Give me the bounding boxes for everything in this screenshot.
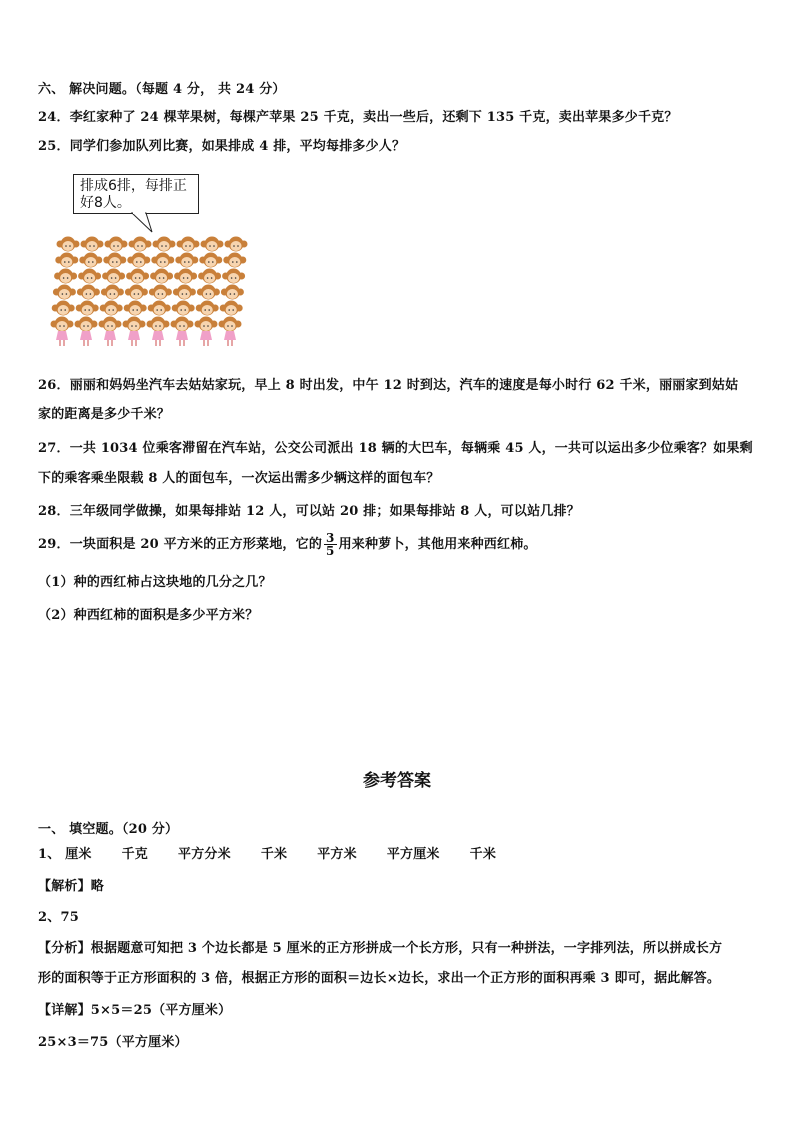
student-figure xyxy=(51,317,74,347)
answer-2-analysis-line-1: 【分析】根据题意可知把 3 个边长都是 5 厘米的正方形拼成一个长方形，只有一种拼法，一字排列法，所以拼成长方 xyxy=(38,941,723,956)
student-figure xyxy=(81,237,104,252)
student-figure xyxy=(175,253,198,268)
student-figure xyxy=(219,317,242,347)
question-24: 24．李红家种了 24 棵苹果树，每棵产苹果 25 千克，卖出一些后，还剩下 135 千克，卖出苹果多少千克？ xyxy=(38,110,678,125)
answer-1-row xyxy=(38,843,526,862)
question-29-sub-1: （1）种的西红柿占这块地的几分之几？ xyxy=(38,575,272,590)
answer-1-term: 厘米 xyxy=(65,847,92,862)
student-figure xyxy=(105,237,128,252)
question-26-line-2: 家的距离是多少千米？ xyxy=(38,407,171,422)
speech-bubble-text: 排成6排，每排正 好8人。 xyxy=(80,178,187,211)
student-figure xyxy=(100,301,123,316)
student-figure xyxy=(174,269,197,284)
student-figure xyxy=(196,301,219,316)
answer-2-analysis-line-2: 形的面积等于正方形面积的 3 倍，根据正方形的面积＝边长×边长，求出一个正方形的面积再乘 3 即可，据此解答。 xyxy=(38,971,721,986)
student-figure xyxy=(197,285,220,300)
student-figure xyxy=(153,237,176,252)
student-figure xyxy=(201,237,224,252)
student-figure xyxy=(220,301,243,316)
section-6-heading: 六、 解决问题。（每题 4 分， 共 24 分） xyxy=(38,82,286,97)
student-figure xyxy=(225,237,248,252)
student-figure xyxy=(198,269,221,284)
speech-bubble-tail xyxy=(130,212,160,234)
student-figure xyxy=(52,301,75,316)
question-28: 28．三年级同学做操，如果每排站 12 人，可以站 20 排；如果每排站 8 人，可以站几排？ xyxy=(38,504,580,519)
student-figure xyxy=(199,253,222,268)
students-illustration xyxy=(50,234,255,356)
student-figure xyxy=(221,285,244,300)
student-figure xyxy=(172,301,195,316)
answer-1-term: 千米 xyxy=(469,847,497,862)
student-figure xyxy=(147,317,170,347)
fraction xyxy=(324,532,337,557)
student-figure xyxy=(173,285,196,300)
speech-bubble xyxy=(73,174,199,214)
answer-2-detail-2: 25×3＝75（平方厘米） xyxy=(38,1035,188,1050)
question-29-sub-2: （2）种西红柿的面积是多少平方米？ xyxy=(38,608,259,623)
student-figure xyxy=(78,269,101,284)
student-figure xyxy=(75,317,98,347)
student-figure xyxy=(57,237,80,252)
student-figure xyxy=(101,285,124,300)
student-figure xyxy=(125,285,148,300)
student-figure xyxy=(126,269,149,284)
fraction-denominator: 5 xyxy=(326,544,335,558)
student-figure xyxy=(102,269,125,284)
answer-1-prefix: 1、 xyxy=(38,847,61,862)
student-figure xyxy=(127,253,150,268)
student-figure xyxy=(149,285,172,300)
question-29-text-before: 29．一块面积是 20 平方米的正方形菜地，它的 xyxy=(38,537,323,552)
student-figure xyxy=(129,237,152,252)
question-26-line-1: 26．丽丽和妈妈坐汽车去姑姑家玩，早上 8 时出发，中午 12 时到达，汽车的速度是每小时行 62 千米，丽丽家到姑姑 xyxy=(38,378,739,393)
answer-1-term: 平方米 xyxy=(317,847,357,862)
student-figure xyxy=(150,269,173,284)
student-figure xyxy=(55,253,78,268)
student-figure xyxy=(103,253,126,268)
answer-1-term: 平方厘米 xyxy=(386,847,440,862)
student-figure xyxy=(77,285,100,300)
answer-1-term: 平方分米 xyxy=(178,847,231,862)
student-figure xyxy=(148,301,171,316)
student-figure xyxy=(76,301,99,316)
fraction-numerator: 3 xyxy=(326,531,335,545)
answers-title: 参考答案 xyxy=(363,771,431,791)
student-figure xyxy=(151,253,174,268)
student-figure xyxy=(99,317,122,347)
question-27-line-1: 27．一共 1034 位乘客滞留在汽车站，公交公司派出 18 辆的大巴车，每辆乘 45 人，一共可以运出多少位乘客？如果剩 xyxy=(38,441,753,456)
student-figure xyxy=(171,317,194,347)
student-figure xyxy=(53,285,76,300)
student-figure xyxy=(223,253,246,268)
answer-1-term: 千米 xyxy=(260,847,288,862)
answer-2-value: 2、75 xyxy=(38,910,79,925)
student-figure xyxy=(123,317,146,347)
student-figure xyxy=(124,301,147,316)
student-figure xyxy=(79,253,102,268)
student-figure xyxy=(177,237,200,252)
section-1-heading: 一、 填空题。（20 分） xyxy=(38,822,179,837)
question-25: 25．同学们参加队列比赛，如果排成 4 排，平均每排多少人？ xyxy=(38,139,406,154)
answer-1-analysis: 【解析】略 xyxy=(38,879,105,894)
question-27-line-2: 下的乘客乘坐限载 8 人的面包车，一次运出需多少辆这样的面包车？ xyxy=(38,471,440,486)
answer-2-detail-1: 【详解】5×5＝25（平方厘米） xyxy=(38,1003,232,1018)
student-figure xyxy=(195,317,218,347)
answer-1-term: 千克 xyxy=(121,847,148,862)
student-figure xyxy=(54,269,77,284)
question-29 xyxy=(38,532,537,557)
question-29-text-after: 用来种萝卜，其他用来种西红柿。 xyxy=(338,537,537,552)
student-figure xyxy=(222,269,245,284)
